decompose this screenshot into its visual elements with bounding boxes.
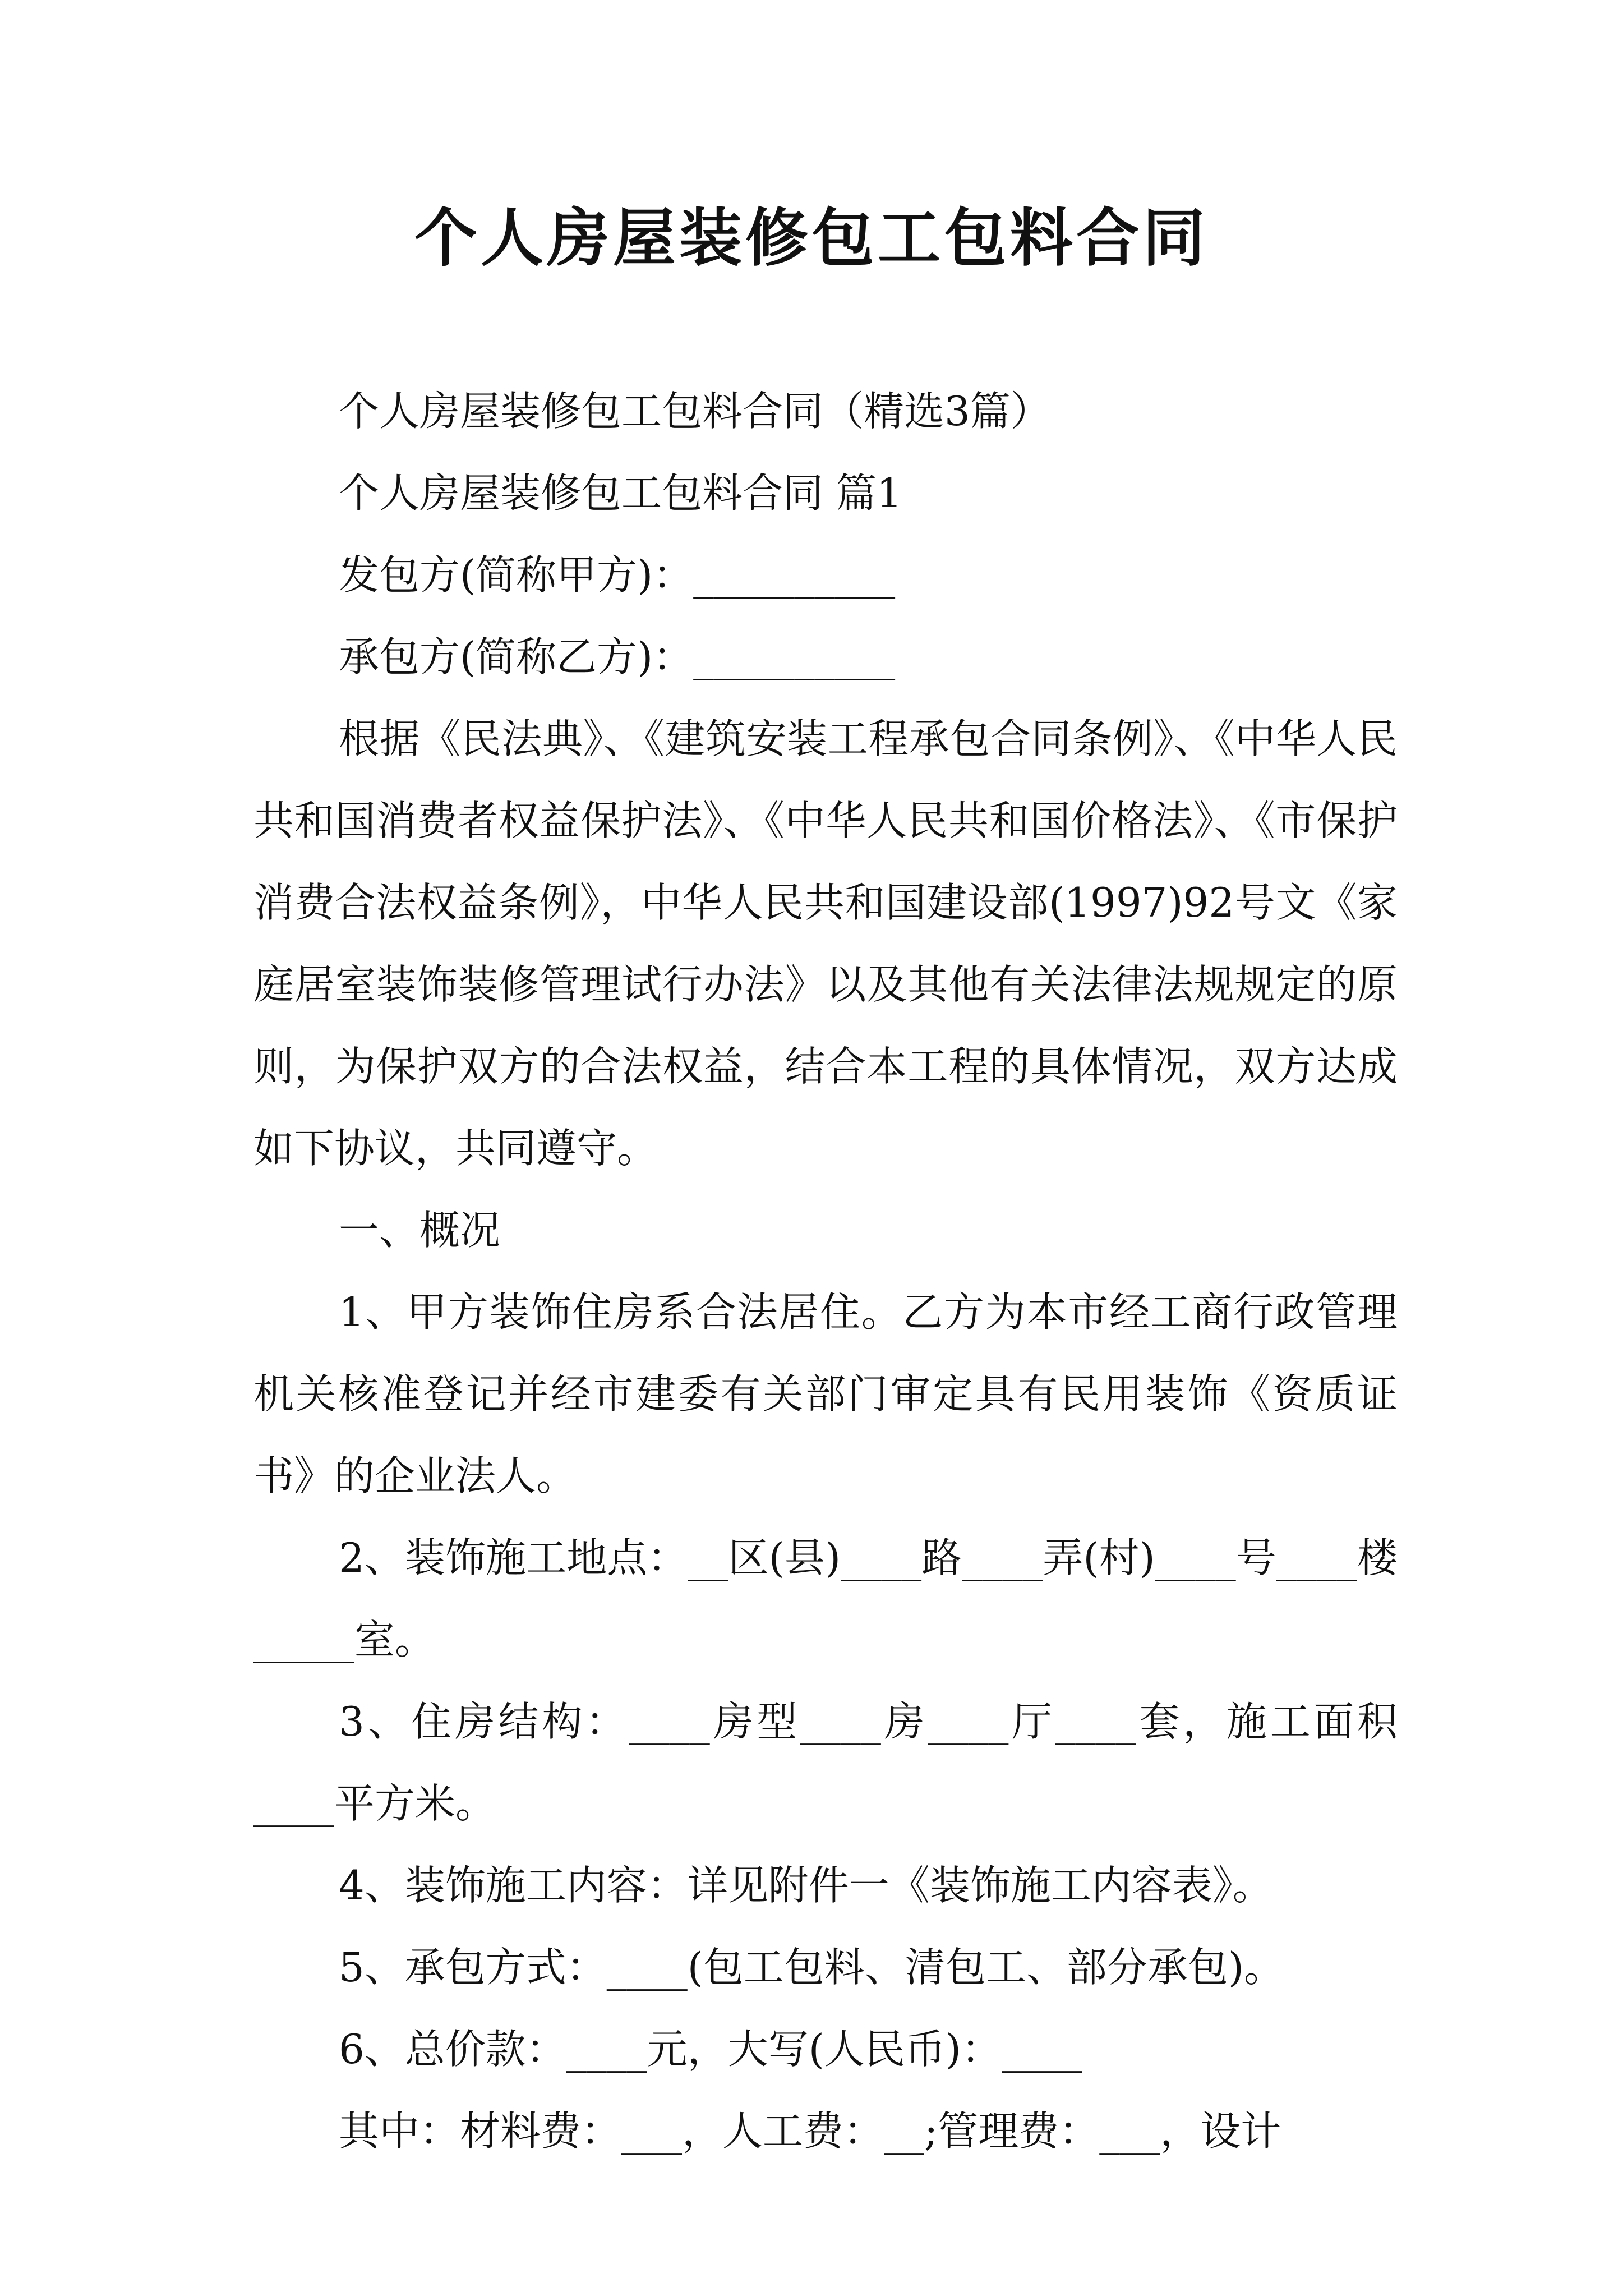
party-b-line: 承包方(简称乙方)：__________ — [339, 633, 896, 680]
section-heading: 个人房屋装修包工包料合同 篇1 — [339, 470, 902, 517]
document-title: 个人房屋装修包工包料合同 — [414, 201, 1209, 275]
party-a-line: 发包方(简称甲方)：__________ — [339, 551, 896, 599]
cost-breakdown-line: 其中：材料费：___，人工费：__;管理费：___，设计 — [339, 2108, 1281, 2155]
doc-subtitle: 个人房屋装修包工包料合同（精选3篇） — [339, 388, 1051, 435]
clause-item-5: 5、承包方式：____(包工包料、清包工、部分承包)。 — [339, 1944, 1284, 1991]
preamble-paragraph: 根据《民法典》、《建筑安装工程承包合同条例》、《中华人民共和国消费者权益保护法》、《中华人民共和国价格法》、《市保护消费合法权益条例》，中华人民共和国建设部(1997)92号文《家庭居室装饰装修管理试行办法》以及其他有关法律法规规定的原则，为保护双方的合法权益，结合本工程的具体情况，双方达成如下协议，共同遵守。 — [253, 715, 1398, 1172]
clause-item-6: 6、总价款：____元，大写(人民币)：____ — [339, 2026, 1082, 2073]
document-body — [253, 370, 1398, 2172]
clause-item-1: 1、甲方装饰住房系合法居住。乙方为本市经工商行政管理机关核准登记并经市建委有关部门审定具有民用装饰《资质证书》的企业法人。 — [253, 1289, 1398, 1499]
clause-item-2: 2、装饰施工地点：__区(县)____路____弄(村)____号____楼_____室。 — [253, 1534, 1398, 1663]
clause-heading-overview: 一、概况 — [339, 1207, 501, 1254]
clause-item-4: 4、装饰施工内容：详见附件一《装饰施工内容表》。 — [339, 1862, 1273, 1909]
clause-item-3: 3、住房结构：____房型____房____厅____套，施工面积____平方米。 — [253, 1698, 1398, 1827]
